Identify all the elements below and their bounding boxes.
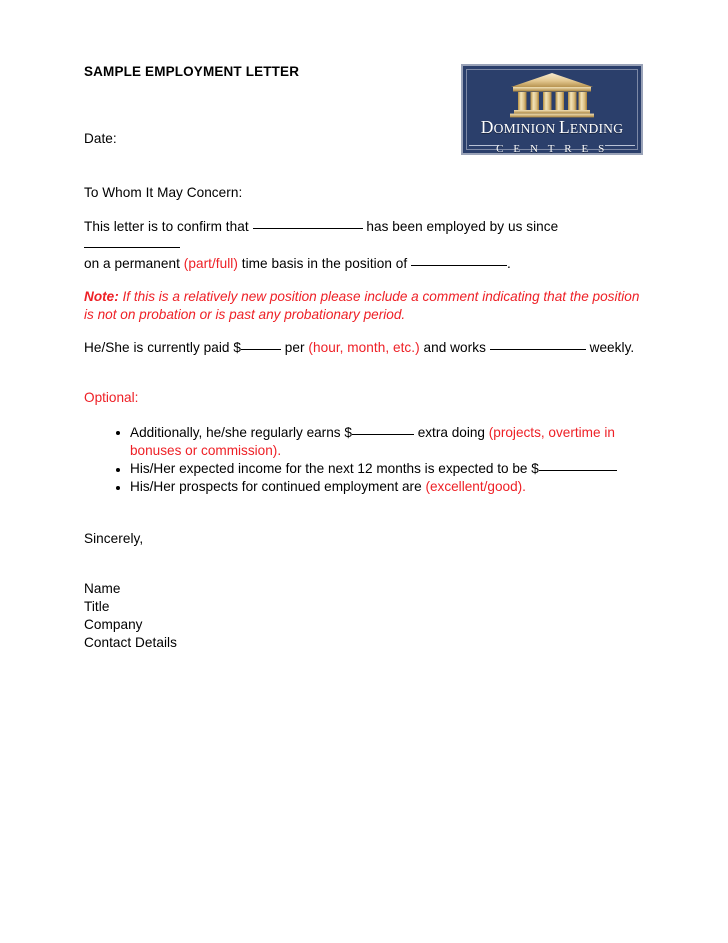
logo-subtitle-row	[463, 139, 641, 153]
pay-lead-text: He/She is currently paid $	[84, 340, 241, 356]
list-item	[84, 424, 644, 460]
salutation: To Whom It May Concern:	[84, 185, 243, 201]
date-label: Date:	[84, 131, 117, 146]
confirm-lead-text: This letter is to confirm that	[84, 219, 249, 235]
bullet-3-lead: His/Her prospects for continued employment are	[130, 479, 422, 495]
bullet-3-option: (excellent/good).	[425, 479, 526, 495]
bullet-2-lead: His/Her expected income for the next 12 months is expected to be $	[130, 461, 539, 477]
employee-name-blank	[253, 218, 363, 229]
optional-bullet-list	[84, 424, 644, 497]
position-blank	[411, 255, 507, 266]
bullet-1-lead: Additionally, he/she regularly earns $	[130, 424, 352, 440]
part-full-option: (part/full)	[183, 255, 238, 271]
pay-period-option: (hour, month, etc.)	[308, 340, 420, 356]
document-title: SAMPLE EMPLOYMENT LETTER	[84, 64, 300, 79]
signature-contact-details: Contact Details	[84, 635, 177, 651]
list-item	[84, 478, 644, 496]
permanent-lead-text: on a permanent	[84, 255, 180, 271]
pay-works-text: and works	[423, 340, 486, 356]
confirm-mid-text: has been employed by us since	[366, 219, 559, 235]
bullet-1-mid: extra doing	[417, 424, 485, 440]
note-label: Note:	[84, 289, 119, 305]
pay-amount-blank	[241, 339, 281, 350]
signature-name: Name	[84, 580, 121, 596]
note-text: If this is a relatively new position please include a comment indicating that the position is not on probation or is past any probationary period.	[84, 289, 640, 323]
permanent-end-text: .	[507, 255, 511, 271]
closing-salutation: Sincerely,	[84, 530, 144, 546]
hours-weekly-blank	[490, 339, 586, 350]
pay-per-text: per	[284, 340, 305, 356]
logo-centres-text: C E N T R E S	[496, 143, 608, 155]
extra-earnings-blank	[352, 424, 414, 435]
start-date-blank	[84, 237, 180, 248]
bullet-1-option: (projects, overtime in bonuses or commission).	[130, 424, 615, 459]
signature-company: Company	[84, 617, 143, 633]
pay-weekly-text: weekly.	[589, 340, 635, 356]
logo-l-cap: L	[559, 117, 570, 137]
optional-section-label: Optional:	[84, 389, 139, 405]
signature-title: Title	[84, 599, 110, 615]
logo-lending-rest: ENDING	[569, 121, 624, 136]
logo-d-cap: D	[480, 117, 494, 137]
expected-income-blank	[539, 460, 617, 471]
logo-dominion-rest: OMINION	[493, 121, 556, 136]
confirmation-paragraph	[84, 218, 644, 273]
pay-paragraph	[84, 339, 644, 357]
permanent-mid-text: time basis in the position of	[241, 255, 408, 271]
note-paragraph	[84, 288, 644, 324]
list-item	[84, 460, 644, 478]
